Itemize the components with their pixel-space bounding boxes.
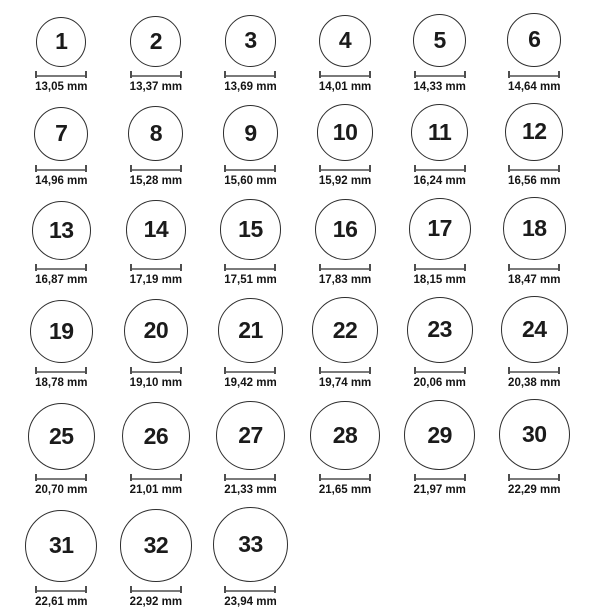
chart-row	[14, 13, 600, 94]
ring-size-number: 25	[49, 423, 74, 450]
diameter-measure-line	[130, 71, 182, 78]
ring-circle	[225, 15, 277, 67]
ring-circle	[409, 198, 471, 260]
diameter-label: 14,64 mm	[508, 80, 561, 93]
ring-cell	[14, 403, 109, 498]
diameter-measure-line	[414, 264, 466, 271]
ring-size-number: 27	[238, 422, 263, 449]
chart-row	[14, 296, 600, 390]
diameter-measure-line	[319, 264, 371, 271]
diameter-measure-line	[414, 165, 466, 172]
ring-cell	[487, 399, 582, 498]
ring-cell	[109, 402, 204, 498]
ring-circle	[36, 17, 86, 67]
ring-circle	[505, 103, 563, 161]
diameter-measure-line	[319, 474, 371, 481]
ring-circle	[501, 296, 568, 363]
diameter-label: 20,38 mm	[508, 376, 561, 389]
diameter-measure-line	[414, 367, 466, 374]
ring-size-number: 6	[528, 26, 541, 53]
ring-cell	[14, 510, 109, 609]
ring-cell	[203, 105, 298, 188]
diameter-label: 16,24 mm	[413, 175, 466, 187]
diameter-measure-line	[130, 586, 182, 593]
ring-cell	[203, 401, 298, 497]
ring-cell	[203, 199, 298, 287]
ring-circle	[28, 403, 96, 471]
ring-circle	[499, 399, 570, 470]
ring-cell	[298, 199, 393, 287]
ring-cell	[298, 15, 393, 94]
ring-cell	[109, 106, 204, 188]
ring-size-number: 18	[521, 214, 547, 241]
diameter-measure-line	[35, 474, 87, 481]
ring-circle	[407, 297, 473, 363]
diameter-label: 17,51 mm	[224, 273, 277, 286]
ring-cell	[203, 507, 298, 609]
ring-circle	[413, 14, 466, 67]
diameter-measure-line	[319, 165, 371, 172]
diameter-measure-line	[130, 264, 182, 271]
ring-size-number: 23	[427, 316, 452, 343]
diameter-label: 23,94 mm	[224, 595, 277, 608]
ring-size-number: 26	[143, 422, 169, 449]
ring-size-number: 14	[143, 216, 169, 243]
diameter-measure-line	[224, 474, 276, 481]
diameter-measure-line	[508, 71, 560, 78]
diameter-label: 22,29 mm	[508, 484, 561, 497]
ring-circle	[319, 15, 371, 67]
ring-circle	[310, 401, 380, 471]
diameter-label: 19,74 mm	[318, 376, 372, 389]
diameter-label: 13,37 mm	[129, 80, 183, 93]
ring-size-number: 4	[338, 27, 352, 54]
ring-size-number: 30	[521, 421, 547, 448]
ring-circle	[126, 200, 186, 260]
ring-cell	[109, 200, 204, 287]
ring-size-number: 33	[238, 530, 263, 557]
ring-size-number: 5	[433, 26, 446, 53]
ring-cell	[487, 296, 582, 390]
diameter-label: 18,47 mm	[508, 273, 561, 286]
diameter-measure-line	[130, 474, 182, 481]
ring-circle	[507, 13, 561, 67]
diameter-measure-line	[35, 264, 87, 271]
diameter-label: 15,60 mm	[224, 175, 277, 187]
chart-row	[14, 103, 600, 188]
ring-circle	[34, 107, 88, 161]
ring-circle	[30, 300, 93, 363]
diameter-measure-line	[319, 71, 371, 78]
diameter-measure-line	[35, 586, 87, 593]
ring-circle	[25, 510, 97, 582]
diameter-measure-line	[130, 165, 182, 172]
ring-cell	[392, 14, 487, 94]
ring-circle	[223, 105, 279, 161]
diameter-measure-line	[508, 165, 560, 172]
diameter-label: 17,19 mm	[129, 273, 183, 286]
diameter-measure-line	[508, 264, 560, 271]
ring-size-number: 2	[149, 27, 163, 54]
ring-cell	[298, 297, 393, 390]
ring-size-number: 22	[332, 316, 358, 343]
diameter-measure-line	[508, 474, 560, 481]
chart-row	[14, 197, 600, 287]
chart-row	[14, 399, 600, 498]
diameter-label: 21,65 mm	[318, 484, 372, 497]
ring-circle	[312, 297, 377, 362]
ring-size-number: 10	[332, 119, 358, 146]
diameter-label: 19,42 mm	[224, 376, 277, 389]
diameter-measure-line	[35, 165, 87, 172]
diameter-label: 16,56 mm	[508, 175, 561, 187]
ring-circle	[32, 201, 91, 260]
diameter-label: 18,78 mm	[35, 376, 88, 389]
ring-circle	[124, 299, 188, 363]
ring-circle	[404, 400, 475, 471]
ring-circle	[128, 106, 183, 161]
ring-size-number: 21	[238, 316, 263, 343]
diameter-label: 17,83 mm	[318, 273, 372, 286]
diameter-label: 14,33 mm	[413, 80, 466, 93]
ring-cell	[203, 298, 298, 390]
ring-size-number: 12	[521, 118, 547, 145]
ring-circle	[120, 509, 193, 582]
diameter-label: 19,10 mm	[129, 376, 183, 389]
ring-circle	[411, 104, 468, 161]
ring-cell	[298, 401, 393, 498]
ring-circle	[216, 401, 285, 470]
diameter-label: 21,33 mm	[224, 484, 277, 497]
ring-size-number: 19	[49, 317, 74, 344]
ring-size-number: 28	[332, 421, 358, 448]
ring-size-number: 7	[55, 120, 68, 147]
ring-cell	[14, 107, 109, 189]
diameter-measure-line	[414, 71, 466, 78]
diameter-label: 21,97 mm	[413, 484, 466, 497]
ring-circle	[130, 16, 181, 67]
ring-cell	[203, 15, 298, 94]
diameter-label: 13,69 mm	[224, 80, 277, 93]
diameter-measure-line	[224, 71, 276, 78]
diameter-measure-line	[224, 264, 276, 271]
ring-cell	[487, 103, 582, 188]
diameter-measure-line	[224, 586, 276, 593]
diameter-measure-line	[130, 367, 182, 374]
ring-size-number: 17	[427, 215, 452, 242]
diameter-label: 20,06 mm	[413, 376, 466, 389]
ring-size-number: 20	[143, 317, 169, 344]
diameter-label: 18,15 mm	[413, 273, 466, 286]
ring-circle	[122, 402, 190, 470]
ring-size-number: 11	[428, 118, 452, 145]
ring-circle	[317, 104, 374, 161]
ring-cell	[109, 299, 204, 390]
ring-size-number: 3	[244, 27, 257, 54]
ring-size-number: 32	[143, 531, 169, 558]
ring-size-number: 29	[427, 421, 452, 448]
ring-cell	[14, 201, 109, 287]
diameter-label: 15,28 mm	[129, 175, 183, 187]
diameter-measure-line	[224, 165, 276, 172]
ring-cell	[14, 300, 109, 390]
ring-size-number: 9	[244, 119, 257, 146]
ring-size-number: 13	[48, 216, 74, 243]
diameter-measure-line	[224, 367, 276, 374]
diameter-measure-line	[508, 367, 560, 374]
diameter-measure-line	[35, 71, 87, 78]
diameter-measure-line	[35, 367, 87, 374]
ring-cell	[392, 104, 487, 189]
ring-size-number: 16	[332, 215, 358, 242]
diameter-label: 14,01 mm	[318, 80, 372, 93]
ring-size-number: 1	[55, 28, 68, 55]
diameter-label: 16,87 mm	[35, 273, 88, 286]
ring-cell	[392, 400, 487, 498]
ring-size-number: 24	[521, 315, 547, 342]
ring-cell	[392, 297, 487, 390]
ring-size-number: 8	[149, 119, 163, 146]
ring-cell	[109, 509, 204, 609]
ring-circle	[213, 507, 288, 582]
ring-cell	[109, 16, 204, 94]
diameter-label: 22,61 mm	[35, 595, 88, 608]
diameter-label: 14,96 mm	[35, 175, 88, 187]
diameter-label: 21,01 mm	[129, 484, 183, 497]
ring-cell	[14, 17, 109, 94]
diameter-label: 15,92 mm	[318, 175, 372, 187]
diameter-label: 13,05 mm	[35, 80, 88, 93]
ring-size-number: 31	[49, 532, 74, 559]
diameter-label: 20,70 mm	[35, 484, 88, 497]
ring-cell	[298, 104, 393, 188]
ring-size-number: 15	[238, 216, 263, 243]
chart-row	[14, 507, 600, 609]
ring-circle	[220, 199, 280, 259]
diameter-measure-line	[319, 367, 371, 374]
diameter-measure-line	[414, 474, 466, 481]
ring-circle	[503, 197, 566, 260]
diameter-label: 22,92 mm	[129, 595, 183, 608]
ring-circle	[218, 298, 283, 363]
ring-cell	[487, 13, 582, 94]
ring-cell	[392, 198, 487, 287]
ring-cell	[487, 197, 582, 287]
ring-circle	[315, 199, 376, 260]
